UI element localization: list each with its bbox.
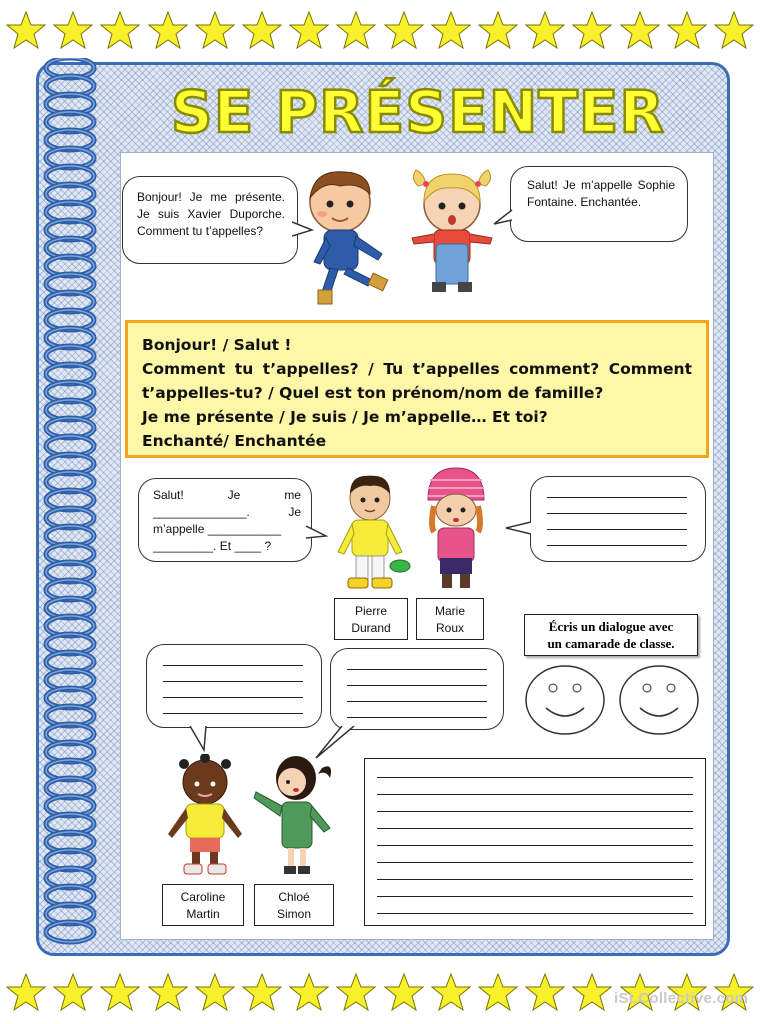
first-name: Chloé: [278, 890, 310, 904]
dialogue-answer-area[interactable]: [364, 758, 706, 926]
bubble-text-xavier: Bonjour! Je me présente. Je suis Xavier Duporche. Comment tu t’appelles?: [137, 190, 285, 238]
reply-bubble-marie: [530, 476, 706, 562]
star-icon: [53, 10, 93, 50]
task-line: un camarade de classe.: [547, 636, 675, 651]
star-icon: [242, 972, 282, 1012]
first-name: Caroline: [180, 890, 226, 904]
star-icon: [714, 10, 754, 50]
exercise-blank[interactable]: _________.: [153, 539, 217, 553]
exercise-blank[interactable]: ___________: [207, 522, 282, 536]
star-icon: [195, 10, 235, 50]
task-instruction: [524, 614, 698, 656]
phrase-nice-to-meet: Enchanté/ Enchantée: [142, 432, 327, 450]
boy-pierre-illustration: [330, 472, 412, 594]
star-icon: [384, 10, 424, 50]
name-label-pierre: [334, 598, 408, 640]
bubble-text-sophie: Salut! Je m’appelle Sophie Fontaine. Enchantée.: [527, 178, 675, 209]
name-label-marie: [416, 598, 484, 640]
title-text: SE PRÉSENTER: [170, 78, 666, 146]
star-icon: [6, 972, 46, 1012]
star-icon: [525, 972, 565, 1012]
phrase-ask-name: Comment tu t’appelles? / Tu t’appelles comment? Comment t’appelles-tu? / Quel est ton prénom/nom de famille?: [142, 360, 692, 402]
star-icon: [336, 10, 376, 50]
page-title: [108, 76, 728, 146]
phrase-introduce: Je me présente / Je suis / Je m’appelle… Et toi?: [142, 408, 548, 426]
writing-lines[interactable]: [547, 497, 687, 557]
star-icon: [6, 10, 46, 50]
name-label-chloe: [254, 884, 334, 926]
exercise-blank[interactable]: ____: [234, 539, 262, 553]
exercise-word: me: [284, 488, 301, 502]
exercise-word: Je: [227, 488, 241, 502]
boy-xavier-illustration: [300, 164, 400, 309]
exercise-word: m’appelle: [153, 522, 205, 536]
watermark: iSLCollective.com: [614, 990, 749, 1007]
star-icon: [53, 972, 93, 1012]
star-icon: [478, 10, 518, 50]
girl-caroline-illustration: [162, 754, 248, 878]
star-icon: [525, 10, 565, 50]
star-icon: [336, 972, 376, 1012]
last-name: Martin: [186, 907, 220, 921]
phrase-greeting: Bonjour! / Salut !: [142, 336, 292, 354]
exercise-word: Et: [219, 539, 232, 553]
star-icon: [242, 10, 282, 50]
star-icon: [667, 10, 707, 50]
girl-sophie-illustration: [404, 164, 500, 300]
exercise-word: ?: [264, 539, 272, 553]
writing-lines[interactable]: [163, 665, 303, 725]
exercise-bubble-pierre: [138, 478, 312, 562]
girl-marie-illustration: [416, 466, 496, 594]
last-name: Simon: [276, 907, 311, 921]
first-name: Marie: [434, 604, 465, 618]
reply-bubble-chloe: [330, 648, 504, 730]
star-icon: [478, 972, 518, 1012]
name-label-caroline: [162, 884, 244, 926]
smiley-face-icon: [618, 664, 700, 736]
star-icon: [572, 972, 612, 1012]
writing-lines[interactable]: [377, 777, 693, 917]
reply-bubble-caroline: [146, 644, 322, 728]
star-icon: [431, 972, 471, 1012]
smiley-face-icon: [524, 664, 606, 736]
speech-bubble-xavier: [122, 176, 298, 264]
star-icon: [100, 972, 140, 1012]
star-icon: [100, 10, 140, 50]
star-icon: [572, 10, 612, 50]
star-icon: [148, 10, 188, 50]
bubble-tail-marie: [504, 520, 532, 540]
exercise-blank[interactable]: ______________.: [153, 505, 250, 519]
star-icon: [431, 10, 471, 50]
last-name: Roux: [435, 621, 464, 635]
exercise-word: Je: [288, 505, 301, 519]
speech-bubble-sophie: [510, 166, 688, 242]
girl-chloe-illustration: [250, 752, 342, 878]
star-icon: [384, 972, 424, 1012]
last-name: Durand: [351, 621, 391, 635]
phrases-box: [125, 320, 709, 458]
first-name: Pierre: [354, 604, 387, 618]
task-line: Écris un dialogue avec: [548, 619, 674, 634]
star-icon: [195, 972, 235, 1012]
bubble-tail-caroline: [186, 726, 216, 752]
star-icon: [620, 10, 660, 50]
writing-lines[interactable]: [347, 669, 487, 729]
star-icon: [148, 972, 188, 1012]
spiral-binding: [40, 58, 100, 958]
star-icon: [289, 972, 329, 1012]
top-star-row: [0, 4, 768, 60]
bubble-tail-pierre: [306, 524, 328, 546]
exercise-word: Salut!: [153, 488, 184, 502]
star-icon: [289, 10, 329, 50]
